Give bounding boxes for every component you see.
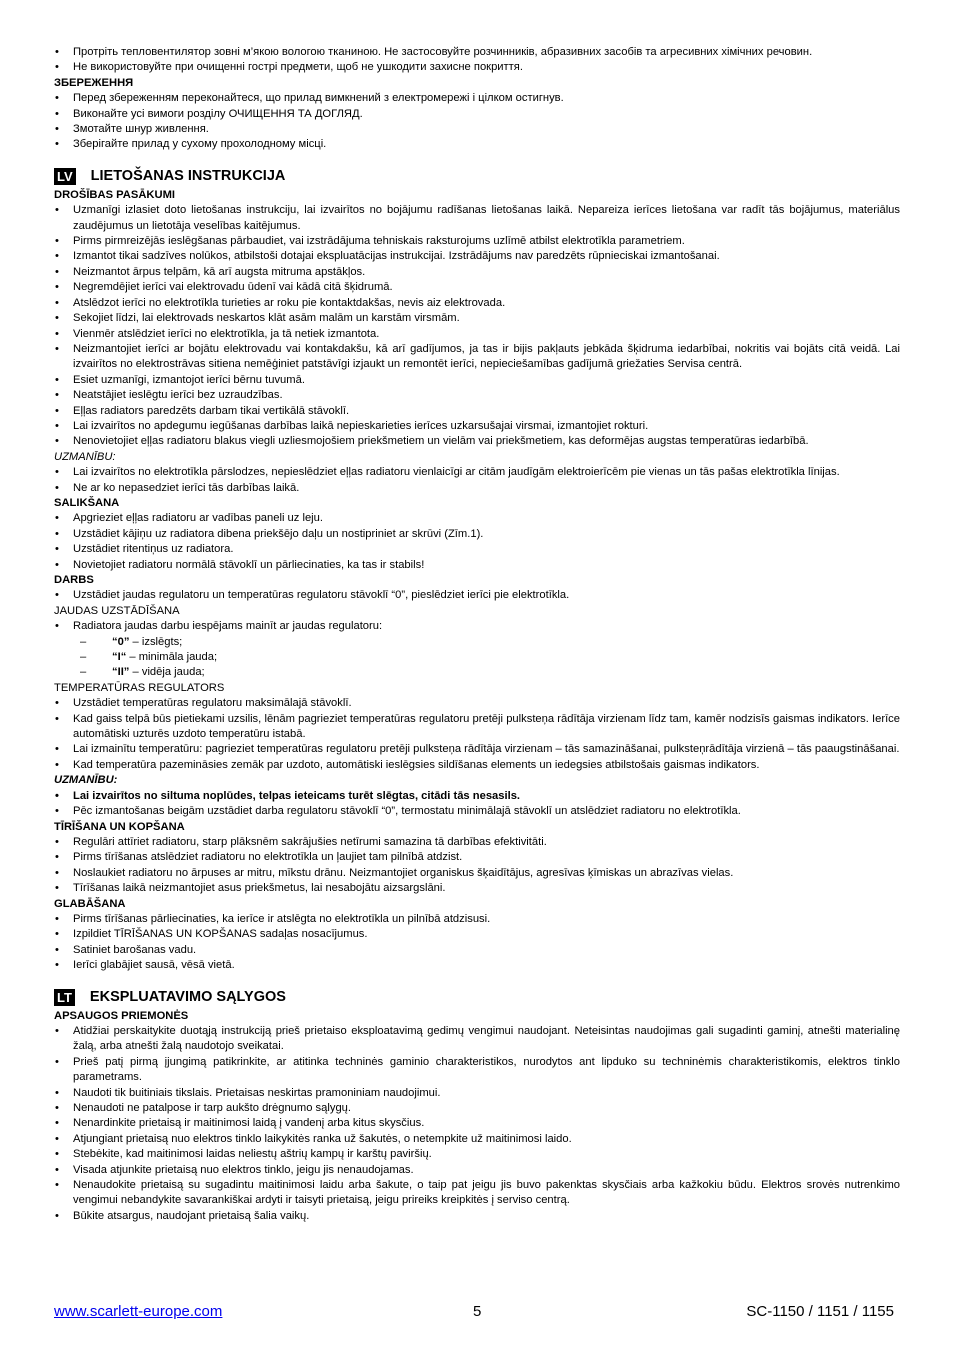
bullet-list xyxy=(54,511,900,573)
bullet-item: • Izpildiet TĪRĪŠANAS UN KOPŠANAS sadaļas nosacījumus. xyxy=(54,927,900,942)
bullet-item: • Змотайте шнур живлення. xyxy=(54,122,900,137)
bullet-item: • Atjungiant prietaisą nuo elektros tinklo laikykitės ranka už šakutės, o netempkite už maitinimosi laido. xyxy=(54,1132,900,1147)
bullet-item: • Протріть тепловентилятор зовні м’якою вологою тканиною. Не застосовуйте розчинників, абразивних засобів та агресивних хімічних речовин. xyxy=(54,45,900,60)
bullet-list xyxy=(54,835,900,897)
page-number: 5 xyxy=(473,1303,482,1320)
bullet-item: • Prieš patį pirmą įjungimą patikrinkite, ar atitinka techninės gaminio charakteristikos, nurodytos ant lipduko su techninėmis charakteristikomis, elektros tinklo parametrams. xyxy=(54,1055,900,1086)
warning-label: UZMANĪBU: xyxy=(54,774,118,787)
bullet-list xyxy=(54,912,900,974)
bullet-item: • Būkite atsargus, naudojant prietaisą šalia vaikų. xyxy=(54,1209,900,1224)
bullet-item: • Tīrīšanas laikā neizmantojiet asus priekšmetus, lai nesabojātu aizsargslāni. xyxy=(54,881,900,896)
language-code-badge: LV xyxy=(54,168,76,185)
bullet-item: • Uzstādiet kājiņu uz radiatora dibena priekšējo daļu un nostipriniet ar skrūvi (Zīm.1). xyxy=(54,527,900,542)
bullet-list xyxy=(54,619,900,681)
dash-item xyxy=(54,665,900,680)
bullet-item: • Satiniet barošanas vadu. xyxy=(54,943,900,958)
dash-item xyxy=(54,650,900,665)
section-title: EKSPLUATAVIMO SĄLYGOS xyxy=(89,988,286,1005)
bullet-item: • Eļļas radiators paredzēts darbam tikai vertikālā stāvoklī. xyxy=(54,404,900,419)
level-label: “I“ xyxy=(112,651,127,664)
bullet-item: • Pēc izmantošanas beigām uzstādiet darba regulatoru stāvoklī “0”, termostatu minimālajā stāvoklī un atslēdziet radiatoru no elektrotīkla. xyxy=(54,804,900,819)
bullet-item: • Перед збереженням переконайтеся, що прилад вимкнений з електромережі і цілком остигнув. xyxy=(54,91,900,106)
bullet-item: • Ne ar ko nepasedziet ierīci tās darbības laikā. xyxy=(54,481,900,496)
section-heading xyxy=(54,166,900,188)
warning-label: UZMANĪBU: xyxy=(54,450,116,463)
bullet-item: • Nenaudokite prietaisą su sugadintu maitinimosi laidu arba šakute, o taip pat jeigu jis buvo pakenktas skysčiais arba kažkokiu būdu. Elektros srovės nutrenkimo vengimui nebandykite savarankiškai ardyti ir taisyti prietaisą, jeigu prireiks kreipkitės į serviso centrą. xyxy=(54,1178,900,1209)
bullet-item: • Novietojiet radiatoru normālā stāvoklī un pārliecinaties, ka tas ir stabils! xyxy=(54,558,900,573)
bullet-item: • Kad gaiss telpā būs pietiekami uzsilis, lēnām pagrieziet temperatūras regulatoru pretēji pulksteņa rādītāja virzienam līdz tam, kamēr nodzisīs gaismas indikators. Ierīce automātiski uzturēs uzdoto temperatūru istabā. xyxy=(54,712,900,743)
subsection-heading: APSAUGOS PRIEMONĖS xyxy=(54,1009,189,1022)
bullet-item: • Nenaudoti ne patalpose ir tarp aukšto drėgnumo sąlygų. xyxy=(54,1101,900,1116)
subsection-heading: SALIKŠANA xyxy=(54,496,120,509)
subheading: TEMPERATŪRAS REGULATORS xyxy=(54,681,225,694)
bullet-item: • Lai izvairītos no apdegumu iegūšanas darbības laikā nepieskarieties ierīces uzkarsušajai virsmai, izmantojiet rokturi. xyxy=(54,419,900,434)
bullet-item: • Kad temperatūra pazemināsies zemāk par uzdoto, automātiski ieslēgsies sildīšanas elements un iedegsies atbilstošais gaismas indikators. xyxy=(54,758,900,773)
bullet-item: • Esiet uzmanīgi, izmantojot ierīci bērnu tuvumā. xyxy=(54,373,900,388)
website-link[interactable]: www.scarlett-europe.com xyxy=(54,1303,223,1320)
level-label: “0” xyxy=(112,635,130,648)
bullet-item: • Noslaukiet radiatoru no ārpuses ar mitru, mīkstu drānu. Neizmantojiet organiskus šķaidītājus, agresīvas ķīmiskas un abrazīvas vielas. xyxy=(54,866,900,881)
bullet-item: • Radiatora jaudas darbu iespējams mainīt ar jaudas regulatoru: xyxy=(54,619,900,634)
bullet-item: • Regulāri attīriet radiatoru, starp plāksnēm sakrājušies netīrumi samazina tā darbības efektivitāti. xyxy=(54,835,900,850)
bullet-item: • Виконайте усі вимоги розділу ОЧИЩЕННЯ ТА ДОГЛЯД. xyxy=(54,107,900,122)
bullet-item: • Ierīci glabājiet sausā, vēsā vietā. xyxy=(54,958,900,973)
section-heading xyxy=(54,987,900,1009)
bullet-item: • Sekojiet līdzi, lai elektrovads neskartos klāt asām malām un karstām virsmām. xyxy=(54,311,900,326)
level-text: – minimāla jauda; xyxy=(126,651,218,664)
bullet-item: • Pirms tīrīšanas pārliecinaties, ka ierīce ir atslēgta no elektrotīkla un pilnībā atdzisusi. xyxy=(54,912,900,927)
bullet-item: • Lai izvairītos no siltuma noplūdes, telpas ieteicams turēt slēgtas, citādi tās nesasils. xyxy=(54,789,900,804)
subsection-heading: DARBS xyxy=(54,574,94,586)
dash-item xyxy=(54,635,900,650)
bullet-item: • Apgrieziet eļļas radiatoru ar vadības paneli uz leju. xyxy=(54,511,900,526)
bullet-item: • Uzmanīgi izlasiet doto lietošanas instrukciju, lai izvairītos no bojājumu radīšanas lietošanas laikā. Nepareiza ierīces lietošana var radīt tās bojājumus, materiālus zaudējumus un lietotāja veselības kaitējumus. xyxy=(54,203,900,234)
bullet-item: • Uzstādiet temperatūras regulatoru maksimālajā stāvoklī. xyxy=(54,696,900,711)
bullet-item: • Neizmantojiet ierīci ar bojātu elektrovadu vai kontakdakšu, kā arī gadījumos, ja tas ir bijis pakļauts jebkāda šķidruma iedarbībai, nokritis vai bojāts citā veidā. Lai izvairītos no elektrostrāvas sitiena nemēģiniet patstāvīgi izjaukt un remontēt ierīci, nepieciešamības gadījumā griežaties Servisa centrā. xyxy=(54,342,900,373)
bullet-list xyxy=(54,203,900,450)
bullet-list xyxy=(54,1024,900,1224)
language-code-badge: LT xyxy=(54,989,75,1006)
bullet-list xyxy=(54,789,900,820)
subsection-heading: ЗБЕРЕЖЕННЯ xyxy=(54,76,134,89)
bullet-item: • Neatstājiet ieslēgtu ierīci bez uzraudzības. xyxy=(54,388,900,403)
page-footer xyxy=(54,1303,894,1323)
bullet-item: • Uzstādiet jaudas regulatoru un temperatūras regulatoru stāvoklī “0”, pieslēdziet ierīci pie elektrotīkla. xyxy=(54,588,900,603)
subsection-heading: TĪRĪŠANA UN KOPŠANA xyxy=(54,820,185,833)
bullet-item: • Не використовуйте при очищенні гострі предмети, щоб не ушкодити захисне покриття. xyxy=(54,60,900,75)
bullet-list xyxy=(54,465,900,496)
subheading: JAUDAS UZSTĀDĪŠANA xyxy=(54,604,180,617)
bullet-list xyxy=(54,45,900,76)
bullet-list xyxy=(54,696,900,773)
document-body xyxy=(54,45,900,1224)
bullet-list xyxy=(54,91,900,153)
bullet-item: • Atslēdzot ierīci no elektrotīkla turieties ar roku pie kontaktdakšas, nevis aiz elektrovada. xyxy=(54,296,900,311)
bullet-item: • Neizmantot ārpus telpām, kā arī augsta mitruma apstākļos. xyxy=(54,265,900,280)
level-label: “II” xyxy=(112,666,130,679)
subsection-heading: DROŠĪBAS PASĀKUMI xyxy=(54,188,175,201)
bullet-item: • Pirms tīrīšanas atslēdziet radiatoru no elektrotīkla un ļaujiet tam pilnībā atdzist. xyxy=(54,850,900,865)
bullet-item: • Negremdējiet ierīci vai elektrovadu ūdenī vai kādā citā šķidrumā. xyxy=(54,280,900,295)
bullet-list xyxy=(54,588,900,603)
bullet-item: • Pirms pirmreizējās ieslēgšanas pārbaudiet, vai izstrādājuma tehniskais raksturojums uzlīmē atbilst elektrotīkla parametriem. xyxy=(54,234,900,249)
bullet-item: • Vienmēr atslēdziet ierīci no elektrotīkla, ja tā netiek izmantota. xyxy=(54,327,900,342)
subsection-heading: GLABĀŠANA xyxy=(54,897,126,910)
bullet-item: • Izmantot tikai sadzīves nolūkos, atbilstoši dotajai ekspluatācijas instrukcijai. Izstrādājums nav paredzēts rūpnieciskai izmantošanai. xyxy=(54,249,900,264)
section-title: LIETOŠANAS INSTRUKCIJA xyxy=(90,168,286,185)
bullet-item: • Atidžiai perskaitykite duotąją instrukciją prieš prietaiso eksploatavimą gedimų vengimui naudojant. Neteisintas naudojimas gali sugadinti gaminį, atnešti materialinę žalą, arba atnešti žalą naudotojo sveikatai. xyxy=(54,1024,900,1055)
bullet-item: • Visada atjunkite prietaisą nuo elektros tinklo, jeigu jis nenaudojamas. xyxy=(54,1163,900,1178)
bullet-item: • Lai izmainītu temperatūru: pagrieziet temperatūras regulatoru pretēji pulksteņa rādītāja virzienam – tās samazināšanai, pulksteņrādītāja virzienā – tās paaugstināšanai. xyxy=(54,742,900,757)
model-numbers: SC-1150 / 1151 / 1155 xyxy=(746,1303,894,1320)
bullet-item: • Nenardinkite prietaisą ir maitinimosi laidą į vandenį arba kitus skysčius. xyxy=(54,1116,900,1131)
bullet-item: • Uzstādiet ritentiņus uz radiatora. xyxy=(54,542,900,557)
level-text: – vidēja jauda; xyxy=(129,666,205,679)
level-text: – izslēgts; xyxy=(129,635,183,648)
bullet-item: • Lai izvairītos no elektrotīkla pārslodzes, nepieslēdziet eļļas radiatoru vienlaicīgi ar citām jaudīgām elektroierīcēm pie vienas un tās pašas elektrotīkla līnijas. xyxy=(54,465,900,480)
bullet-item: • Зберігайте прилад у сухому прохолодному місці. xyxy=(54,137,900,152)
bullet-item: • Naudoti tik buitiniais tikslais. Prietaisas neskirtas pramoniniam naudojimui. xyxy=(54,1086,900,1101)
bullet-item: • Nenovietojiet eļļas radiatoru blakus viegli uzliesmojošiem priekšmetiem un vielām vai priekšmetiem, kas deformējas augstas temperatūras iedarbībā. xyxy=(54,434,900,449)
bullet-item: • Stebėkite, kad maitinimosi laidas neliestų aštrių kampų ir karštų paviršių. xyxy=(54,1147,900,1162)
